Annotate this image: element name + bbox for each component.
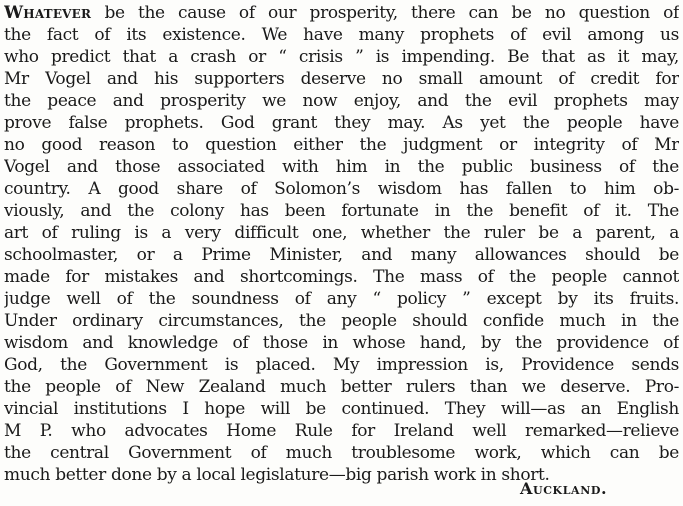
text-line-10: viously, and the colony has been fortunate in the benefit of it. The	[4, 201, 679, 221]
text-line-4: Mr Vogel and his supporters deserve no small amount of credit for	[4, 69, 679, 89]
lead-word: Whatever	[4, 3, 92, 23]
text-line-6: prove false prophets. God grant they may. As yet the people have	[4, 113, 679, 133]
text-line-11: art of ruling is a very difficult one, whether the ruler be a parent, a	[4, 223, 679, 243]
text-line-1	[4, 2, 679, 24]
text-line-9: country. A good share of Solomon’s wisdom has fallen to him ob-	[4, 179, 679, 199]
text-line-14: judge well of the soundness of any “ policy ” except by its fruits.	[4, 289, 679, 309]
text-line-7: no good reason to question either the judgment or integrity of Mr	[4, 135, 679, 155]
text-line-16: wisdom and knowledge of those in whose hand, by the providence of	[4, 333, 679, 353]
text-line-13: made for mistakes and shortcomings. The mass of the people cannot	[4, 267, 679, 287]
text-line-20: M P. who advocates Home Rule for Ireland well remarked—relieve	[4, 421, 679, 441]
text-line-19: vincial institutions I hope will be continued. They will—as an English	[4, 399, 679, 419]
text-line-2: the fact of its existence. We have many prophets of evil among us	[4, 25, 679, 45]
text-line-18: the people of New Zealand much better rulers than we deserve. Pro-	[4, 377, 679, 397]
text-line-17: God, the Government is placed. My impression is, Providence sends	[4, 355, 679, 375]
text-line-8: Vogel and those associated with him in the public business of the	[4, 157, 679, 177]
signature: Auckland.	[520, 479, 608, 498]
text-line-15: Under ordinary circumstances, the people should confide much in the	[4, 311, 679, 331]
line-1-text: be the cause of our prosperity, there can be no question of	[91, 3, 679, 23]
text-line-21: the central Government of much troublesome work, which can be	[4, 443, 679, 463]
text-line-3: who predict that a crash or “ crisis ” is impending. Be that as it may,	[4, 47, 679, 67]
text-line-5: the peace and prosperity we now enjoy, and the evil prophets may	[4, 91, 679, 111]
text-line-22: much better done by a local legislature—big parish work in short.	[4, 465, 550, 485]
text-line-12: schoolmaster, or a Prime Minister, and many allowances should be	[4, 245, 679, 265]
